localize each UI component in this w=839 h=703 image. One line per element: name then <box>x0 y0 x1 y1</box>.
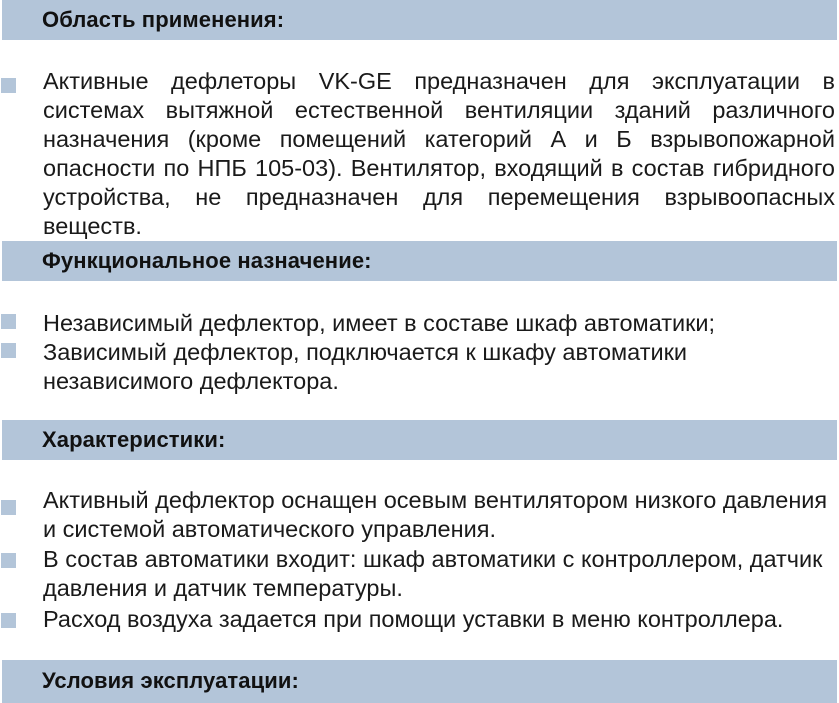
specs-item-airflow: Расход воздуха задается при помощи уставки в меню контроллера. <box>43 606 784 632</box>
bullet-square-icon <box>1 553 16 568</box>
section-header-function <box>2 241 837 283</box>
specs-item-automation: В состав автоматики входит: шкаф автоматики с контроллером, датчик давления и датчик температуры. <box>43 546 823 601</box>
bullet-square-icon <box>1 343 16 358</box>
section-header-scope <box>2 0 837 42</box>
function-item-independent: Независимый дефлектор, имеет в составе шкаф автоматики; <box>43 310 716 336</box>
section-title-conditions: Условия эксплуатации: <box>42 668 299 693</box>
bullet-square-icon <box>1 314 16 329</box>
section-header-conditions <box>2 660 837 703</box>
bullet-square-icon <box>1 78 16 93</box>
bullet-square-icon <box>1 500 16 515</box>
section-title-specs: Характеристики: <box>42 427 226 452</box>
bullet-square-icon <box>1 613 16 628</box>
function-item-dependent: Зависимый дефлектор, подключается к шкафу автоматики независимого дефлектора. <box>43 339 688 394</box>
specs-item-fan: Активный дефлектор оснащен осевым вентилятором низкого давления и системой автоматического управления. <box>43 487 828 542</box>
section-title-scope: Область применения: <box>42 7 285 32</box>
section-header-specs <box>2 420 837 462</box>
scope-paragraph: Активные дефлеторы VK-GE предназначен для эксплуатации в системах вытяжной естественной вентиляции зданий различного назначения (кроме помещений категорий А и Б взрывопожарной опасности по НПБ 105-03). Вентилятор, входящий в состав гибридного устройства, не предназначен для перемещения взрывоопасных веществ. <box>43 68 835 239</box>
section-title-function: Функциональное назначение: <box>42 248 372 273</box>
